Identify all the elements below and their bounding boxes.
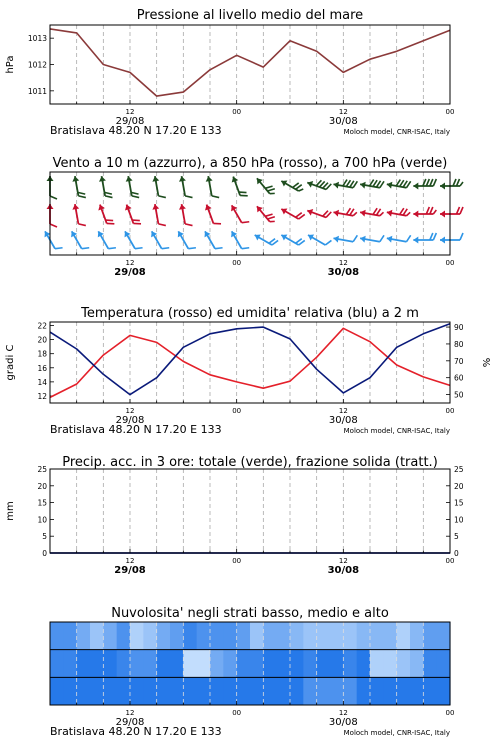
barb-feather	[353, 235, 357, 241]
cloud-cell	[317, 650, 331, 678]
x-tick-label: 12	[338, 259, 348, 267]
chart-title: Temperatura (rosso) ed umidita' relativa (blu) a 2 m	[81, 306, 419, 321]
chart-title: Nuvolosita' negli strati basso, medio e alto	[111, 606, 389, 621]
x-tick-label: 00	[445, 108, 455, 116]
barb-head	[413, 237, 418, 244]
cloud-cell	[303, 650, 317, 678]
location-label: Bratislava 48.20 N 17.20 E 133	[50, 124, 222, 137]
panel-1	[5, 8, 454, 137]
wind-barb	[126, 176, 139, 197]
y-tick-label: 22	[37, 321, 47, 331]
cloud-cell	[237, 650, 251, 678]
wind-barb	[71, 231, 89, 248]
wind-barb	[255, 235, 278, 246]
cloud-cell	[90, 622, 104, 650]
barb-feather	[407, 235, 411, 241]
barb-feather	[380, 212, 384, 215]
barb-feather	[132, 196, 139, 198]
wind-barb	[440, 207, 463, 218]
barb-head	[440, 211, 445, 218]
cloud-cell	[77, 650, 91, 678]
cloud-cell	[103, 677, 117, 705]
cloud-cell	[63, 622, 77, 650]
x-tick-label: 12	[125, 108, 135, 116]
y-tick-label-right: 5	[454, 532, 459, 542]
barb-feather	[407, 212, 411, 215]
y-tick-label: 1012	[27, 60, 47, 70]
x-tick-label: 12	[125, 709, 135, 717]
y-tick-label-right: 90	[454, 323, 464, 333]
cloud-cell	[290, 622, 304, 650]
y-tick-label: 18	[37, 349, 47, 359]
wind-barb	[413, 207, 436, 218]
cloud-cell	[90, 650, 104, 678]
y-tick-label: 15	[37, 498, 47, 508]
y-tick-label: 0	[42, 549, 47, 558]
cloud-cell	[210, 622, 224, 650]
wind-barb	[45, 231, 63, 248]
wind-barb	[98, 205, 114, 224]
cloud-cell	[237, 622, 251, 650]
cloud-cell	[383, 650, 397, 678]
x-tick-label: 00	[445, 259, 455, 267]
wind-barb	[72, 176, 85, 197]
wind-barb	[47, 176, 58, 199]
cloud-cell	[330, 650, 344, 678]
cloud-cell	[63, 650, 77, 678]
barb-feather	[50, 196, 57, 199]
cloud-cell	[103, 650, 117, 678]
y-tick-label-right: 15	[454, 498, 464, 508]
barb-feather	[430, 179, 433, 186]
wind-barb	[333, 235, 357, 242]
chart-title: Vento a 10 m (azzurro), a 850 hPa (rosso), a 700 hPa (verde)	[52, 156, 448, 171]
cloud-cell	[397, 622, 411, 650]
cloud-cell	[183, 622, 197, 650]
location-label: Bratislava 48.20 N 17.20 E 133	[50, 423, 222, 436]
cloud-cell	[157, 650, 171, 678]
date-label: 29/08	[114, 267, 146, 278]
wind-barb	[413, 179, 436, 190]
barb-feather	[105, 196, 112, 198]
barb-feather	[325, 240, 331, 245]
y-tick-label: 1013	[27, 34, 47, 44]
plot-frame	[50, 25, 450, 104]
cloud-cell	[237, 677, 251, 705]
cloud-cell	[117, 622, 131, 650]
cloud-cell	[130, 622, 144, 650]
cloud-cell	[423, 677, 437, 705]
cloud-cell	[263, 622, 277, 650]
cloud-cell	[130, 677, 144, 705]
cloud-cell	[130, 650, 144, 678]
x-tick-label: 12	[338, 709, 348, 717]
wind-barb	[179, 204, 192, 225]
wind-barb	[307, 209, 331, 217]
cloud-cell	[410, 622, 424, 650]
cloud-cell	[277, 677, 291, 705]
cloud-cell	[437, 677, 451, 705]
cloud-cell	[423, 622, 437, 650]
wind-barb	[333, 208, 356, 216]
barb-feather	[82, 248, 90, 249]
wind-barb	[360, 208, 383, 216]
y-tick-label: 1011	[27, 86, 47, 96]
cloud-cell	[183, 677, 197, 705]
panel-3	[5, 306, 493, 436]
cloud-cell	[223, 677, 237, 705]
barb-feather	[453, 179, 456, 186]
barb-feather	[299, 189, 304, 191]
chart-title: Precip. acc. in 3 ore: totale (verde), frazione solida (tratt.)	[62, 455, 438, 470]
panel-5	[50, 606, 454, 738]
wind-barb	[360, 235, 384, 242]
barb-feather	[162, 248, 170, 249]
y-tick-label-right: 80	[454, 339, 464, 349]
barb-feather	[433, 179, 436, 186]
cloud-cell	[77, 677, 91, 705]
barb-feather	[135, 248, 143, 249]
cloud-cell	[290, 677, 304, 705]
cloud-cell	[250, 677, 264, 705]
cloud-cell	[197, 650, 211, 678]
y-tick-label-right: 10	[454, 515, 464, 525]
barb-feather	[268, 217, 275, 219]
cloud-cell	[357, 622, 371, 650]
x-tick-label: 12	[338, 557, 348, 565]
barb-head	[440, 183, 445, 190]
barb-feather	[50, 224, 57, 227]
barb-feather	[430, 207, 433, 214]
wind-barb	[152, 176, 165, 197]
barb-feather	[242, 248, 250, 249]
barb-feather	[430, 233, 433, 240]
cloud-cell	[210, 677, 224, 705]
cloud-cell	[117, 650, 131, 678]
cloud-cell	[397, 650, 411, 678]
cloud-cell	[397, 677, 411, 705]
barb-feather	[380, 235, 384, 241]
x-tick-label: 12	[125, 407, 135, 415]
cloud-cell	[410, 650, 424, 678]
date-label: 29/08	[115, 717, 145, 728]
y-tick-label-right: 50	[454, 390, 464, 400]
cloud-cell	[437, 650, 451, 678]
cloud-cell	[330, 677, 344, 705]
barb-feather	[108, 248, 116, 249]
x-tick-label: 00	[445, 557, 455, 565]
barb-feather	[460, 233, 463, 240]
barb-feather	[460, 207, 463, 214]
barb-feather	[460, 182, 463, 186]
cloud-cell	[357, 677, 371, 705]
cloud-cell	[63, 677, 77, 705]
wind-barb	[231, 231, 249, 248]
wind-barb	[231, 205, 249, 222]
barb-feather	[158, 224, 165, 226]
cloud-cell	[170, 650, 184, 678]
cloud-cell	[370, 677, 384, 705]
barb-feather	[265, 214, 272, 216]
x-tick-label: 00	[232, 709, 242, 717]
y-tick-label: 16	[37, 363, 47, 373]
date-label: 29/08	[114, 565, 146, 576]
wind-barb	[257, 206, 275, 221]
cloud-cell	[263, 677, 277, 705]
cloud-cell	[50, 622, 64, 650]
wind-barb	[308, 235, 331, 246]
date-label: 30/08	[327, 267, 360, 278]
barb-feather	[158, 196, 165, 198]
cloud-cell	[263, 650, 277, 678]
wind-barb	[232, 177, 248, 196]
barb-feather	[426, 207, 429, 214]
barb-feather	[433, 210, 436, 214]
x-tick-label: 12	[125, 557, 135, 565]
barb-feather	[55, 248, 63, 249]
wind-barb	[387, 235, 411, 242]
y-tick-label: 25	[37, 465, 47, 474]
y-tick-label-right: 25	[454, 465, 464, 474]
date-label: 30/08	[328, 717, 358, 728]
barb-feather	[457, 179, 460, 186]
pressure-line	[50, 29, 450, 96]
cloud-cell	[303, 622, 317, 650]
cloud-cell	[157, 622, 171, 650]
wind-barb	[151, 231, 169, 248]
wind-barb	[257, 178, 275, 193]
wind-barb	[440, 233, 463, 244]
cloud-cell	[77, 622, 91, 650]
wind-barb	[281, 209, 304, 220]
x-tick-label: 12	[125, 259, 135, 267]
barb-head	[440, 237, 445, 244]
model-credit: Moloch model, CNR-ISAC, Italy	[343, 128, 450, 136]
cloud-cell	[317, 677, 331, 705]
y-tick-label: 20	[37, 335, 47, 345]
barb-feather	[212, 196, 219, 198]
location-label: Bratislava 48.20 N 17.20 E 133	[50, 725, 222, 738]
panel-2	[45, 156, 464, 278]
barb-feather	[268, 189, 275, 191]
panel-4	[5, 455, 464, 576]
barb-feather	[265, 186, 272, 188]
cloud-cell	[170, 622, 184, 650]
cloud-cell	[197, 677, 211, 705]
cloud-cell	[383, 677, 397, 705]
wind-barb	[72, 204, 85, 225]
wind-barb	[281, 235, 304, 246]
cloud-cell	[90, 677, 104, 705]
barb-feather	[353, 212, 357, 215]
cloud-cell	[197, 622, 211, 650]
wind-barb	[125, 205, 141, 224]
y-tick-label: 12	[37, 391, 47, 401]
cloud-cell	[103, 622, 117, 650]
barb-feather	[185, 224, 192, 226]
barb-feather	[185, 196, 192, 198]
y-tick-label: 14	[37, 377, 47, 387]
model-credit: Moloch model, CNR-ISAC, Italy	[343, 427, 450, 435]
wind-barb	[440, 179, 463, 190]
cloud-cell	[117, 677, 131, 705]
x-tick-label: 00	[232, 259, 242, 267]
cloud-cell	[210, 650, 224, 678]
wind-barb	[387, 180, 411, 189]
cloud-cell	[223, 650, 237, 678]
wind-barb	[205, 231, 223, 248]
y-axis-label: mm	[5, 501, 16, 521]
barb-feather	[188, 248, 196, 249]
x-tick-label: 00	[232, 407, 242, 415]
y-tick-label: 20	[37, 481, 47, 491]
date-label: 29/08	[115, 116, 145, 127]
barb-feather	[215, 248, 223, 249]
y-tick-label: 10	[37, 515, 47, 525]
x-tick-label: 12	[338, 407, 348, 415]
cloud-cell	[143, 650, 157, 678]
plot-frame	[50, 322, 450, 403]
date-label: 30/08	[328, 415, 358, 426]
y-axis-label: hPa	[5, 55, 16, 74]
cloud-cell	[343, 677, 357, 705]
cloud-cell	[383, 622, 397, 650]
x-tick-label: 00	[232, 557, 242, 565]
x-tick-label: 00	[232, 108, 242, 116]
y-axis-label-right: %	[482, 357, 493, 368]
barb-feather	[78, 196, 85, 198]
x-tick-label: 00	[445, 709, 455, 717]
wind-barb	[413, 233, 436, 244]
cloud-cell	[303, 677, 317, 705]
cloud-cell	[157, 677, 171, 705]
date-label: 30/08	[327, 565, 360, 576]
barb-feather	[78, 224, 85, 226]
y-tick-label-right: 70	[454, 356, 464, 366]
barb-head	[413, 211, 418, 218]
cloud-cell	[250, 650, 264, 678]
chart-title: Pressione al livello medio del mare	[136, 8, 364, 23]
barb-head	[413, 183, 418, 190]
wind-barb	[178, 231, 196, 248]
plot-frame	[50, 469, 450, 553]
cloud-cell	[370, 650, 384, 678]
cloud-cell	[317, 622, 331, 650]
barb-feather	[426, 179, 429, 186]
cloud-cell	[410, 677, 424, 705]
cloud-cell	[250, 622, 264, 650]
date-label: 30/08	[328, 116, 358, 127]
date-label: 29/08	[115, 415, 145, 426]
wind-barb	[205, 205, 221, 224]
cloud-cell	[183, 650, 197, 678]
barb-feather	[433, 233, 436, 240]
cloud-cell	[343, 622, 357, 650]
cloud-cell	[170, 677, 184, 705]
wind-barb	[98, 231, 116, 248]
wind-barb	[360, 180, 384, 189]
wind-barb	[179, 176, 192, 197]
y-tick-label: 5	[42, 532, 47, 542]
cloud-cell	[143, 677, 157, 705]
barb-feather	[242, 222, 250, 223]
cloud-cell	[50, 650, 64, 678]
wind-barb	[99, 176, 112, 197]
wind-barb	[307, 180, 331, 189]
cloud-cell	[143, 622, 157, 650]
x-tick-label: 00	[445, 407, 455, 415]
wind-barb	[387, 208, 410, 216]
wind-barb	[206, 176, 219, 197]
wind-barb	[125, 231, 143, 248]
y-tick-label-right: 0	[454, 549, 459, 558]
cloud-cell	[50, 677, 64, 705]
cloud-cell	[330, 622, 344, 650]
cloud-cell	[370, 622, 384, 650]
wind-barb	[281, 181, 303, 192]
cloud-cell	[423, 650, 437, 678]
model-credit: Moloch model, CNR-ISAC, Italy	[343, 729, 450, 737]
cloud-cell	[277, 622, 291, 650]
wind-barb	[152, 204, 165, 225]
cloud-cell	[357, 650, 371, 678]
temperature-line	[50, 328, 450, 397]
x-tick-label: 12	[338, 108, 348, 116]
cloud-cell	[437, 622, 451, 650]
y-axis-label: gradi C	[5, 344, 16, 381]
wind-barb	[47, 204, 58, 227]
wind-barb	[333, 180, 357, 189]
cloud-cell	[290, 650, 304, 678]
y-tick-label-right: 20	[454, 481, 464, 491]
y-tick-label-right: 60	[454, 373, 464, 383]
cloud-cell	[223, 622, 237, 650]
cloud-cell	[343, 650, 357, 678]
cloud-cell	[277, 650, 291, 678]
barb-feather	[457, 207, 460, 214]
